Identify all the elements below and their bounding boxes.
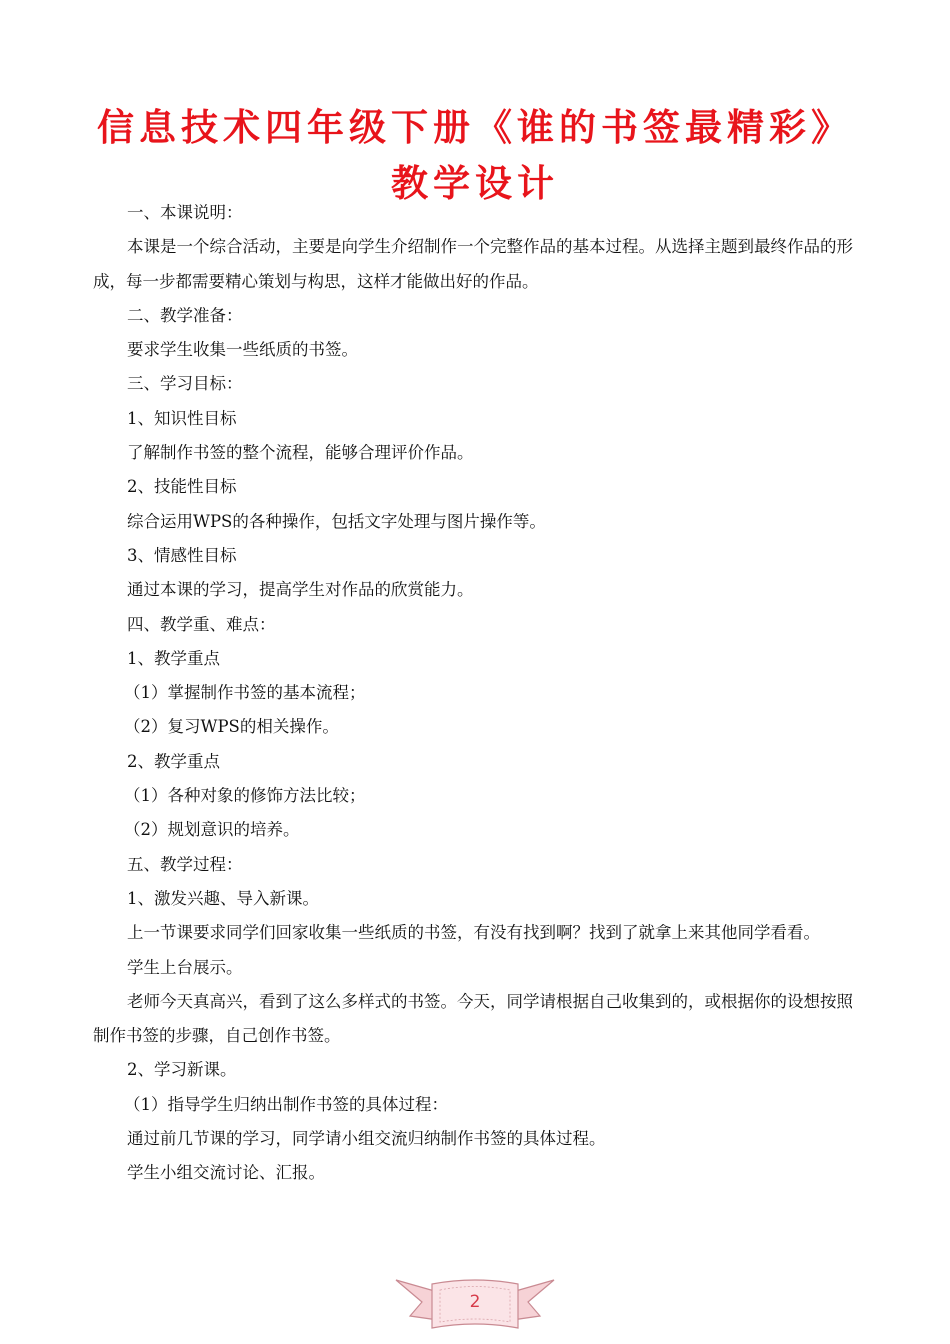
paragraph: 1、教学重点 — [127, 648, 220, 668]
paragraph: 1、激发兴趣、导入新课。 — [127, 888, 319, 908]
paragraph: 通过本课的学习，提高学生对作品的欣赏能力。 — [127, 580, 474, 600]
paragraph: （1）掌握制作书签的基本流程； — [124, 683, 366, 703]
paragraph: 2、技能性目标 — [127, 477, 237, 497]
paragraph: 要求学生收集一些纸质的书签。 — [127, 340, 358, 360]
paragraph: 3、情感性目标 — [127, 545, 237, 565]
paragraph: 四、教学重、难点： — [127, 614, 276, 634]
paragraph: 二、教学准备： — [127, 305, 243, 325]
paragraph: 五、教学过程： — [127, 854, 243, 874]
paragraph: 上一节课要求同学们回家收集一些纸质的书签，有没有找到啊？找到了就拿上来其他同学看看。 — [127, 923, 820, 943]
document-body — [93, 196, 861, 1191]
paragraph: 本课是一个综合活动，主要是向学生介绍制作一个完整作品的基本过程。从选择主题到最终作品的形成，每一步都需要精心策划与构思，这样才能做出好的作品。 — [93, 237, 853, 291]
document-title: 信息技术四年级下册《谁的书签最精彩》教学设计 — [97, 106, 853, 205]
paragraph: 学生上台展示。 — [127, 957, 243, 977]
paragraph: 学生小组交流讨论、汇报。 — [127, 1163, 325, 1183]
paragraph: 2、教学重点 — [127, 751, 220, 771]
paragraph: （1）指导学生归纳出制作书签的具体过程： — [124, 1094, 448, 1114]
paragraph: 了解制作书签的整个流程，能够合理评价作品。 — [127, 443, 474, 463]
paragraph: 三、学习目标： — [127, 374, 243, 394]
paragraph: 一、本课说明： — [127, 203, 243, 222]
page-footer — [392, 1270, 558, 1344]
paragraph: （1）各种对象的修饰方法比较； — [124, 786, 366, 806]
paragraph: （2）规划意识的培养。 — [124, 820, 300, 840]
paragraph: （2）复习WPS的相关操作。 — [124, 717, 339, 737]
paragraph: 1、知识性目标 — [127, 408, 237, 428]
paragraph: 综合运用WPS的各种操作，包括文字处理与图片操作等。 — [127, 511, 546, 531]
paragraph: 通过前几节课的学习，同学请小组交流归纳制作书签的具体过程。 — [127, 1129, 606, 1149]
page-number: 2 — [469, 1292, 481, 1312]
paragraph: 老师今天真高兴，看到了这么多样式的书签。今天，同学请根据自己收集到的，或根据你的设想按照制作书签的步骤，自己创作书签。 — [93, 991, 853, 1046]
paragraph: 2、学习新课。 — [127, 1060, 237, 1080]
